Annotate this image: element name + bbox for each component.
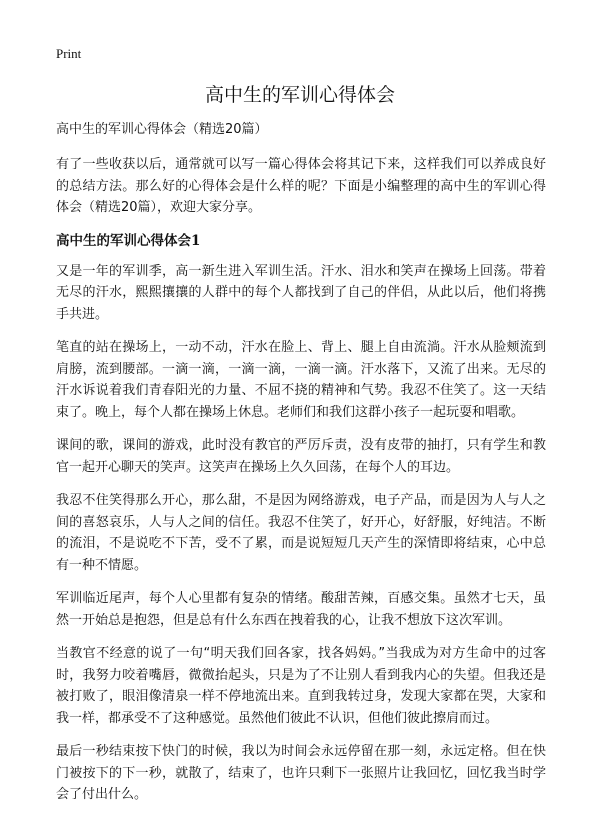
page-title: 高中生的军训心得体会: [204, 84, 395, 106]
paragraph: 当教官不经意的说了一句“明天我们回各家，找各妈妈。”当我成为对方生命中的过客时，我努力咬着嘴唇，微微抬起头，只是为了不让别人看到我内心的失望。但我还是被打败了，眼泪像清泉一样不停地流出来。直到我转过身，发现大家都在哭，大家和我一样，都承受不了这种感觉。虽然他们彼此不认识，但他们彼此擦肩而过。: [56, 646, 546, 726]
paragraph: 军训临近尾声，每个人心里都有复杂的情绪。酸甜苦辣，百感交集。虽然才七天，虽然一开始总是抱怨，但是总有什么东西在拽着我的心，让我不想放下这次军训。: [56, 591, 546, 628]
intro-paragraph: 有了一些收获以后，通常就可以写一篇心得体会将其记下来，这样我们可以养成良好的总结方法。那么好的心得体会是什么样的呢？下面是小编整理的高中生的军训心得体会（精选20篇），欢迎大家分享。: [56, 157, 546, 215]
paragraph: 最后一秒结束按下快门的时候，我以为时间会永远停留在那一刻，永远定格。但在快门被按下的下一秒，就散了，结束了，也许只剩下一张照片让我回忆，回忆我当时学会了付出什么。: [56, 744, 546, 802]
paragraph: 课间的歌，课间的游戏，此时没有教官的严厉斥责，没有皮带的抽打，只有学生和教官一起开心聊天的笑声。这笑声在操场上久久回荡，在每个人的耳边。: [56, 438, 546, 475]
section-heading: 高中生的军训心得体会1: [56, 232, 201, 249]
paragraph: 我忍不住笑得那么开心，那么甜，不是因为网络游戏，电子产品，而是因为人与人之间的喜怒哀乐，人与人之间的信任。我忍不住笑了，好开心，好舒服，好纯洁。不断的流泪，不是说吃不下苦，受不了累，而是说短短几天产生的深情即将结束，心中总有一种不情愿。: [56, 493, 546, 573]
paragraph: 又是一年的军训季，高一新生进入军训生活。汗水、泪水和笑声在操场上回荡。带着无尽的汗水，熙熙攘攘的人群中的每个人都找到了自己的伴侣，从此以后，他们将携手共进。: [56, 263, 546, 322]
paragraph: 笔直的站在操场上，一动不动，汗水在脸上、背上、腿上自由流淌。汗水从脸颊流到肩膀，流到腰部。一滴一滴，一滴一滴，一滴一滴。汗水落下，又流了出来。无尽的汗水诉说着我们青春阳光的力量、不屈不挠的精神和气势。我忍不住笑了。这一天结束了。晚上，每个人都在操场上休息。老师们和我们这群小孩子一起玩耍和唱歌。: [56, 340, 546, 420]
article-subtitle: 高中生的军训心得体会（精选20篇）: [56, 122, 268, 137]
article-body: [56, 120, 546, 818]
print-link[interactable]: Print: [56, 46, 82, 61]
